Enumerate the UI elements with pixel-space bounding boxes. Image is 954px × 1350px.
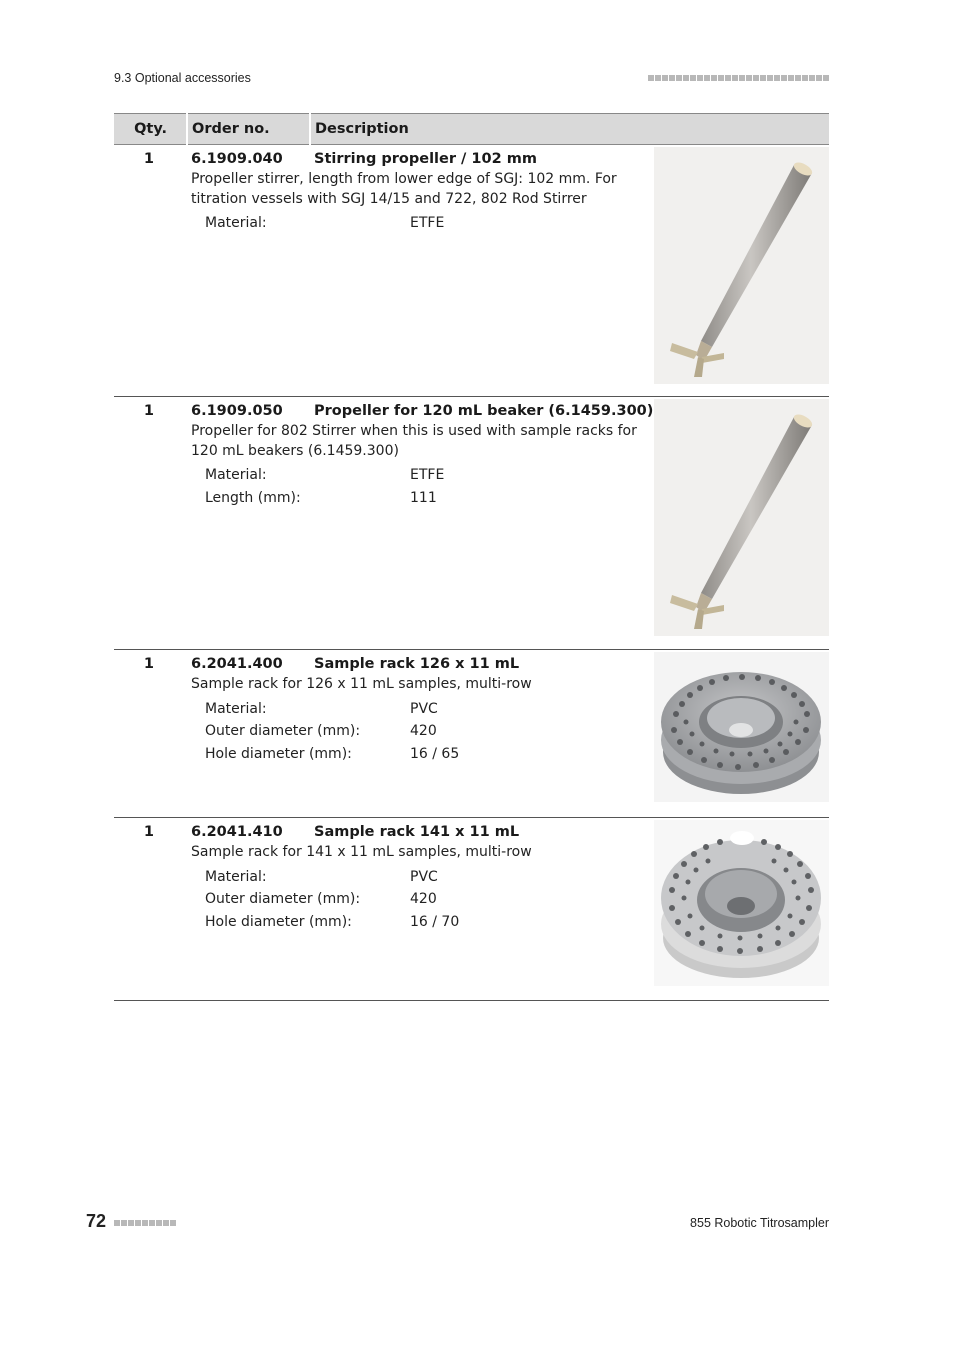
property-value: 111	[410, 489, 437, 506]
item-order-no: 6.1909.050	[191, 403, 283, 419]
item-title: Sample rack 126 x 11 mL	[314, 656, 520, 672]
property-value: ETFE	[410, 467, 445, 483]
property-value: PVC	[410, 700, 438, 717]
property-key: Outer diameter (mm):	[205, 723, 361, 740]
table-row	[114, 818, 829, 1001]
propeller-photo	[654, 397, 829, 650]
item-description: Sample rack for 126 x 11 mL samples, multi-row	[191, 676, 532, 692]
item-order-no: 6.1909.040	[191, 151, 283, 167]
property-key: Material:	[205, 868, 267, 885]
property-row	[205, 888, 654, 911]
property-row	[205, 866, 654, 889]
property-row	[205, 487, 654, 510]
item-qty: 1	[114, 397, 187, 650]
property-key: Length (mm):	[205, 489, 301, 506]
item-qty: 1	[114, 818, 187, 1001]
property-value: PVC	[410, 868, 438, 885]
propeller-photo	[654, 145, 829, 397]
item-properties	[205, 464, 654, 509]
property-row	[205, 743, 654, 766]
item-description: Sample rack for 141 x 11 mL samples, multi-row	[191, 844, 532, 860]
item-description: Propeller for 802 Stirrer when this is used with sample racks for 120 mL beakers (6.1459.300)	[191, 423, 637, 459]
item-qty: 1	[114, 145, 187, 397]
property-value: 420	[410, 891, 437, 908]
table-row	[114, 650, 829, 818]
document-title: 855 Robotic Titrosampler	[690, 1216, 829, 1230]
property-row	[205, 911, 654, 934]
column-header-order-no: Order no.	[187, 114, 310, 145]
property-value: ETFE	[410, 215, 445, 231]
table-header-row	[114, 114, 829, 145]
section-heading: 9.3 Optional accessories	[114, 71, 251, 85]
property-key: Material:	[205, 215, 267, 231]
property-key: Material:	[205, 700, 267, 717]
property-value: 420	[410, 723, 437, 740]
header-decoration-dots	[648, 75, 829, 81]
table-row	[114, 397, 829, 650]
accessories-table	[114, 113, 829, 1001]
sample-rack-photo	[654, 650, 829, 818]
item-qty: 1	[114, 650, 187, 818]
footer-decoration-dots	[114, 1220, 176, 1226]
item-properties	[205, 212, 654, 235]
column-header-description: Description	[310, 114, 829, 145]
property-row	[205, 212, 654, 235]
item-title: Stirring propeller / 102 mm	[314, 151, 537, 167]
item-order-no: 6.2041.410	[191, 824, 283, 840]
property-value: 16 / 70	[410, 913, 460, 930]
table-row	[114, 145, 829, 397]
property-key: Outer diameter (mm):	[205, 891, 361, 908]
column-header-qty: Qty.	[114, 114, 187, 145]
property-key: Hole diameter (mm):	[205, 745, 352, 762]
item-title: Sample rack 141 x 11 mL	[314, 824, 520, 840]
property-value: 16 / 65	[410, 745, 460, 762]
item-properties	[205, 866, 654, 934]
property-key: Hole diameter (mm):	[205, 913, 352, 930]
item-order-no: 6.2041.400	[191, 656, 283, 672]
property-key: Material:	[205, 467, 267, 483]
page-number: 72	[86, 1211, 107, 1231]
item-description: Propeller stirrer, length from lower edge of SGJ: 102 mm. For titration vessels with SGJ 14/15 and 722, 802 Rod Stirrer	[191, 171, 617, 207]
property-row	[205, 698, 654, 721]
item-title: Propeller for 120 mL beaker (6.1459.300)	[314, 403, 654, 419]
sample-rack-photo	[654, 818, 829, 1001]
item-properties	[205, 698, 654, 766]
property-row	[205, 464, 654, 487]
property-row	[205, 720, 654, 743]
